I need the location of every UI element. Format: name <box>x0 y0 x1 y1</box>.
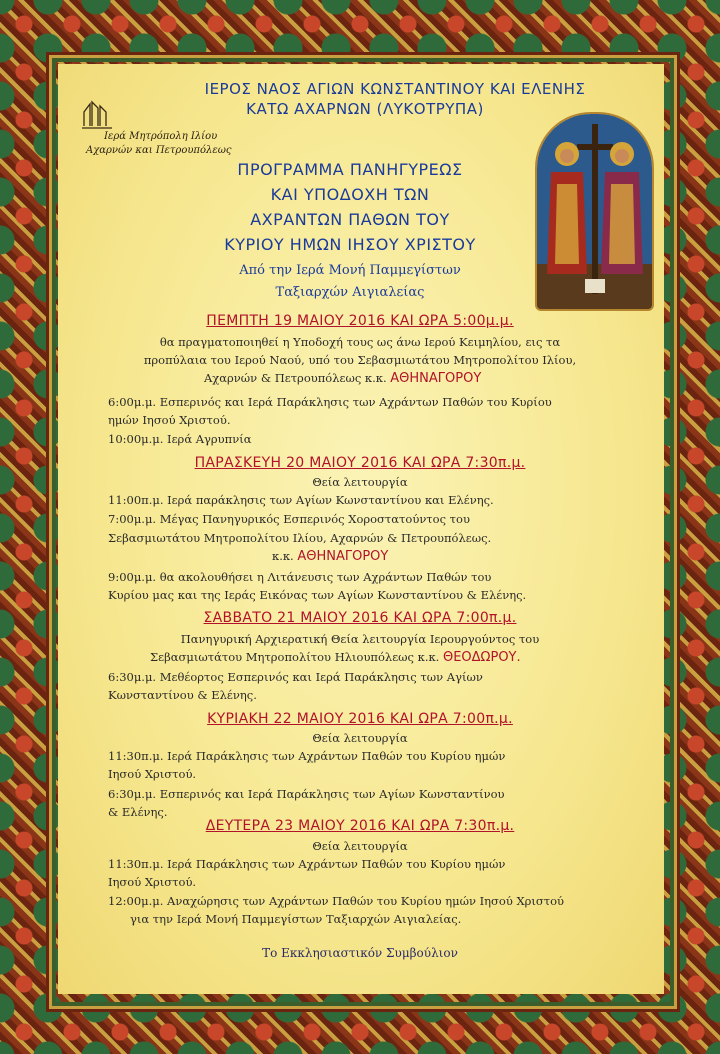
day-line: Κυρίου μας και της Ιεράς Εικόνας των Αγίων Κωνσταντίνου & Ελένης. <box>108 588 527 602</box>
day-line: Πανηγυρική Αρχιερατική Θεία λειτουργία Ιερουργούντος του <box>180 632 540 646</box>
day-line: 7:00μ.μ. Μέγας Πανηγυρικός Εσπερινός Χοροστατούντος του <box>108 512 470 526</box>
church-location: ΚΑΤΩ ΑΧΑΡΝΩΝ (ΛΥΚΟΤΡΥΠΑ) <box>246 100 484 118</box>
metropolis-line2: Αχαρνών και Πετρουπόλεως <box>86 145 232 156</box>
day-line <box>272 547 388 566</box>
church-title: ΙΕΡΟΣ ΝΑΟΣ ΑΓΙΩΝ ΚΩΝΣΤΑΝΤΙΝΟΥ ΚΑΙ ΕΛΕΝΗΣ <box>204 80 586 98</box>
day-line <box>204 369 481 388</box>
day-line: Θεία λειτουργία <box>312 475 408 489</box>
day-line: 11:30π.μ. Ιερά Παράκλησις των Αχράντων Παθών του Κυρίου ημών <box>108 749 506 763</box>
day-line: 9:00μ.μ. θα ακολουθήσει η Λιτάνευσις των Αχράντων Παθών του <box>108 570 492 584</box>
day-line: 11:30π.μ. Ιερά Παράκλησις των Αχράντων Παθών του Κυρίου ημών <box>108 857 506 871</box>
metropolis-line1: Ιερά Μητρόπολη Ιλίου <box>104 131 218 142</box>
day-line: θα πραγματοποιηθεί η Υποδοχή τους ως άνω Ιερού Κειμηλίου, εις τα <box>159 335 561 349</box>
day-heading-friday: ΠΑΡΑΣΚΕΥΗ 20 ΜΑΙΟΥ 2016 ΚΑΙ ΩΡΑ 7:30π.μ. <box>194 455 526 471</box>
day-line: Ιησού Χριστού. <box>108 875 197 889</box>
day-line: Σεβασμιωτάτου Μητροπολίτου Ιλίου, Αχαρνών & Πετρουπόλεως. <box>108 531 492 545</box>
program-title-line4: ΚΥΡΙΟΥ ΗΜΩΝ ΙΗΣΟΥ ΧΡΙΣΤΟΥ <box>224 235 476 254</box>
day-line: προπύλαια του Ιερού Ναού, υπό του Σεβασμιωτάτου Μητροπολίτου Ιλίου, <box>143 353 577 367</box>
day-line: Θεία λειτουργία <box>312 839 408 853</box>
program-from-line1: Από την Ιερά Μονή Παμμεγίστων <box>239 263 461 278</box>
day-line: 6:30μ.μ. Εσπερινός και Ιερά Παράκλησις των Αγίων Κωνσταντίνου <box>108 787 505 801</box>
day-line: Θεία λειτουργία <box>312 731 408 745</box>
day-line: ημών Ιησού Χριστού. <box>108 413 231 427</box>
program-title-line1: ΠΡΟΓΡΑΜΜΑ ΠΑΝΗΓΥΡΕΩΣ <box>237 160 463 179</box>
bishop-name: ΘΕΟΔΩΡΟΥ. <box>442 650 521 665</box>
day-line-text: κ.κ. <box>272 549 294 563</box>
day-line-text: Σεβασμιωτάτου Μητροπολίτου Ηλιουπόλεως κ.κ. <box>150 650 440 664</box>
program-from-line2: Ταξιαρχών Αιγιαλείας <box>275 285 425 300</box>
day-heading-thursday: ΠΕΜΠΤΗ 19 ΜΑΙΟΥ 2016 ΚΑΙ ΩΡΑ 5:00μ.μ. <box>206 313 514 329</box>
day-line-text: Αχαρνών & Πετρουπόλεως κ.κ. <box>204 371 387 385</box>
day-line <box>150 648 521 667</box>
bishop-name: ΑΘΗΝΑΓΟΡΟΥ <box>390 371 482 386</box>
day-line: 10:00μ.μ. Ιερά Αγρυπνία <box>108 432 252 446</box>
day-line: 12:00μ.μ. Αναχώρησις των Αχράντων Παθών του Κυρίου ημών Ιησού Χριστού <box>108 894 565 908</box>
metropolis-caption <box>86 130 232 158</box>
program-title-line2: ΚΑΙ ΥΠΟΔΟΧΗ ΤΩΝ <box>270 185 430 204</box>
bishop-name: ΑΘΗΝΑΓΟΡΟΥ <box>297 549 389 564</box>
footer-signature: Το Εκκλησιαστικόν Συμβούλιον <box>262 946 458 960</box>
day-line: Ιησού Χριστού. <box>108 767 197 781</box>
day-heading-sunday: ΚΥΡΙΑΚΗ 22 ΜΑΙΟΥ 2016 ΚΑΙ ΩΡΑ 7:00π.μ. <box>207 711 513 727</box>
metropolis-logo-icon <box>80 98 114 132</box>
day-line: Κωνσταντίνου & Ελένης. <box>108 688 257 702</box>
day-line: 6:00μ.μ. Εσπερινός και Ιερά Παράκλησις των Αχράντων Παθών του Κυρίου <box>108 395 552 409</box>
program-title-line3: ΑΧΡΑΝΤΩΝ ΠΑΘΩΝ ΤΟΥ <box>250 210 450 229</box>
day-line: για την Ιερά Μονή Παμμεγίστων Ταξιαρχών Αιγιαλείας. <box>130 912 462 926</box>
day-heading-monday: ΔΕΥΤΕΡΑ 23 ΜΑΙΟΥ 2016 ΚΑΙ ΩΡΑ 7:30π.μ. <box>205 818 515 834</box>
day-heading-saturday: ΣΑΒΒΑΤΟ 21 ΜΑΙΟΥ 2016 ΚΑΙ ΩΡΑ 7:00π.μ. <box>203 610 517 626</box>
day-line: & Ελένης. <box>108 805 168 819</box>
day-line: 6:30μ.μ. Μεθέορτος Εσπερινός και Ιερά Παράκλησις των Αγίων <box>108 670 483 684</box>
day-line: 11:00π.μ. Ιερά παράκλησις των Αγίων Κωνσταντίνου και Ελένης. <box>108 493 494 507</box>
